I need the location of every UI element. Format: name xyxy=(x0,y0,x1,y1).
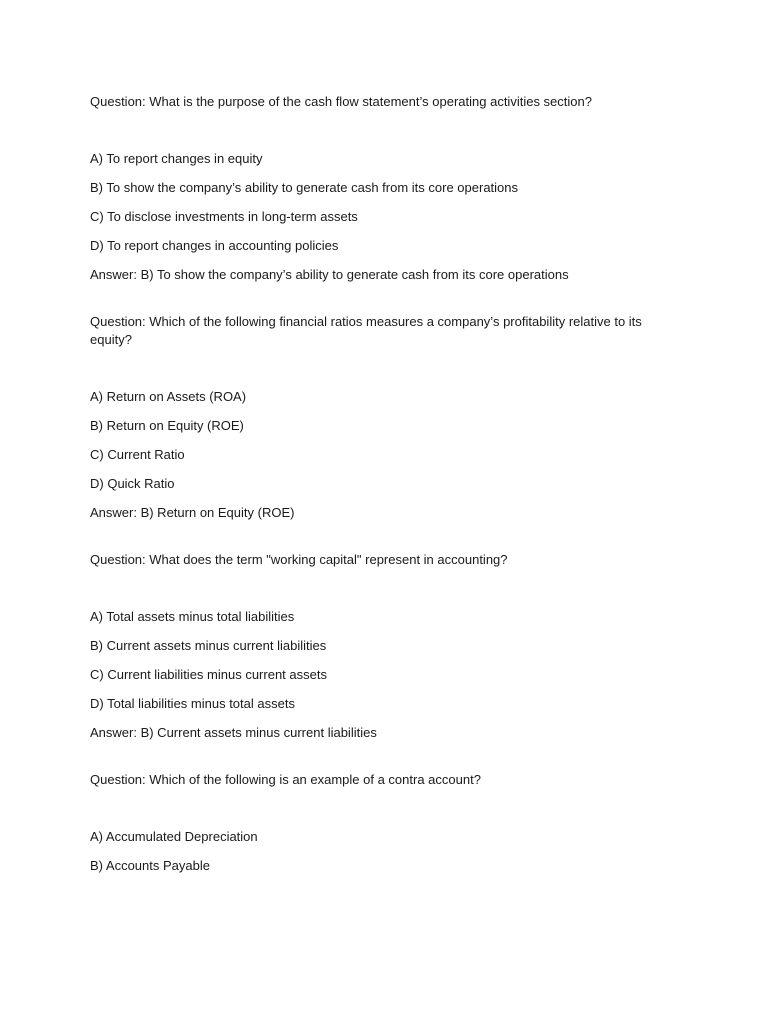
option-b: B) Current assets minus current liabilities xyxy=(90,638,327,653)
option-c: C) Current liabilities minus current assets xyxy=(90,667,327,682)
option-a: A) Accumulated Depreciation xyxy=(90,829,258,844)
option-d: D) To report changes in accounting policies xyxy=(90,238,339,253)
option-a: A) Return on Assets (ROA) xyxy=(90,389,247,404)
question-text: Question: Which of the following is an example of a contra account? xyxy=(90,772,481,787)
question-block xyxy=(90,313,650,522)
answer-text: Answer: B) To show the company’s ability to generate cash from its core operations xyxy=(90,267,569,282)
option-c: C) Current Ratio xyxy=(90,447,185,462)
document-body xyxy=(90,93,650,904)
option-a: A) Total assets minus total liabilities xyxy=(90,609,295,624)
question-text: Question: What is the purpose of the cash flow statement’s operating activities section? xyxy=(90,94,592,109)
option-b: B) Return on Equity (ROE) xyxy=(90,418,244,433)
option-c: C) To disclose investments in long-term assets xyxy=(90,209,358,224)
answer-text: Answer: B) Return on Equity (ROE) xyxy=(90,505,295,520)
option-d: D) Total liabilities minus total assets xyxy=(90,696,295,711)
question-block xyxy=(90,551,650,742)
option-a: A) To report changes in equity xyxy=(90,151,263,166)
question-text: Question: What does the term "working capital" represent in accounting? xyxy=(90,552,508,567)
option-b: B) To show the company’s ability to generate cash from its core operations xyxy=(90,180,519,195)
question-block xyxy=(90,771,650,875)
question-block xyxy=(90,93,650,284)
answer-text: Answer: B) Current assets minus current liabilities xyxy=(90,725,377,740)
question-text: Question: Which of the following financial ratios measures a company’s profitability relative to its equity? xyxy=(90,314,642,347)
option-b: B) Accounts Payable xyxy=(90,858,210,873)
option-d: D) Quick Ratio xyxy=(90,476,175,491)
